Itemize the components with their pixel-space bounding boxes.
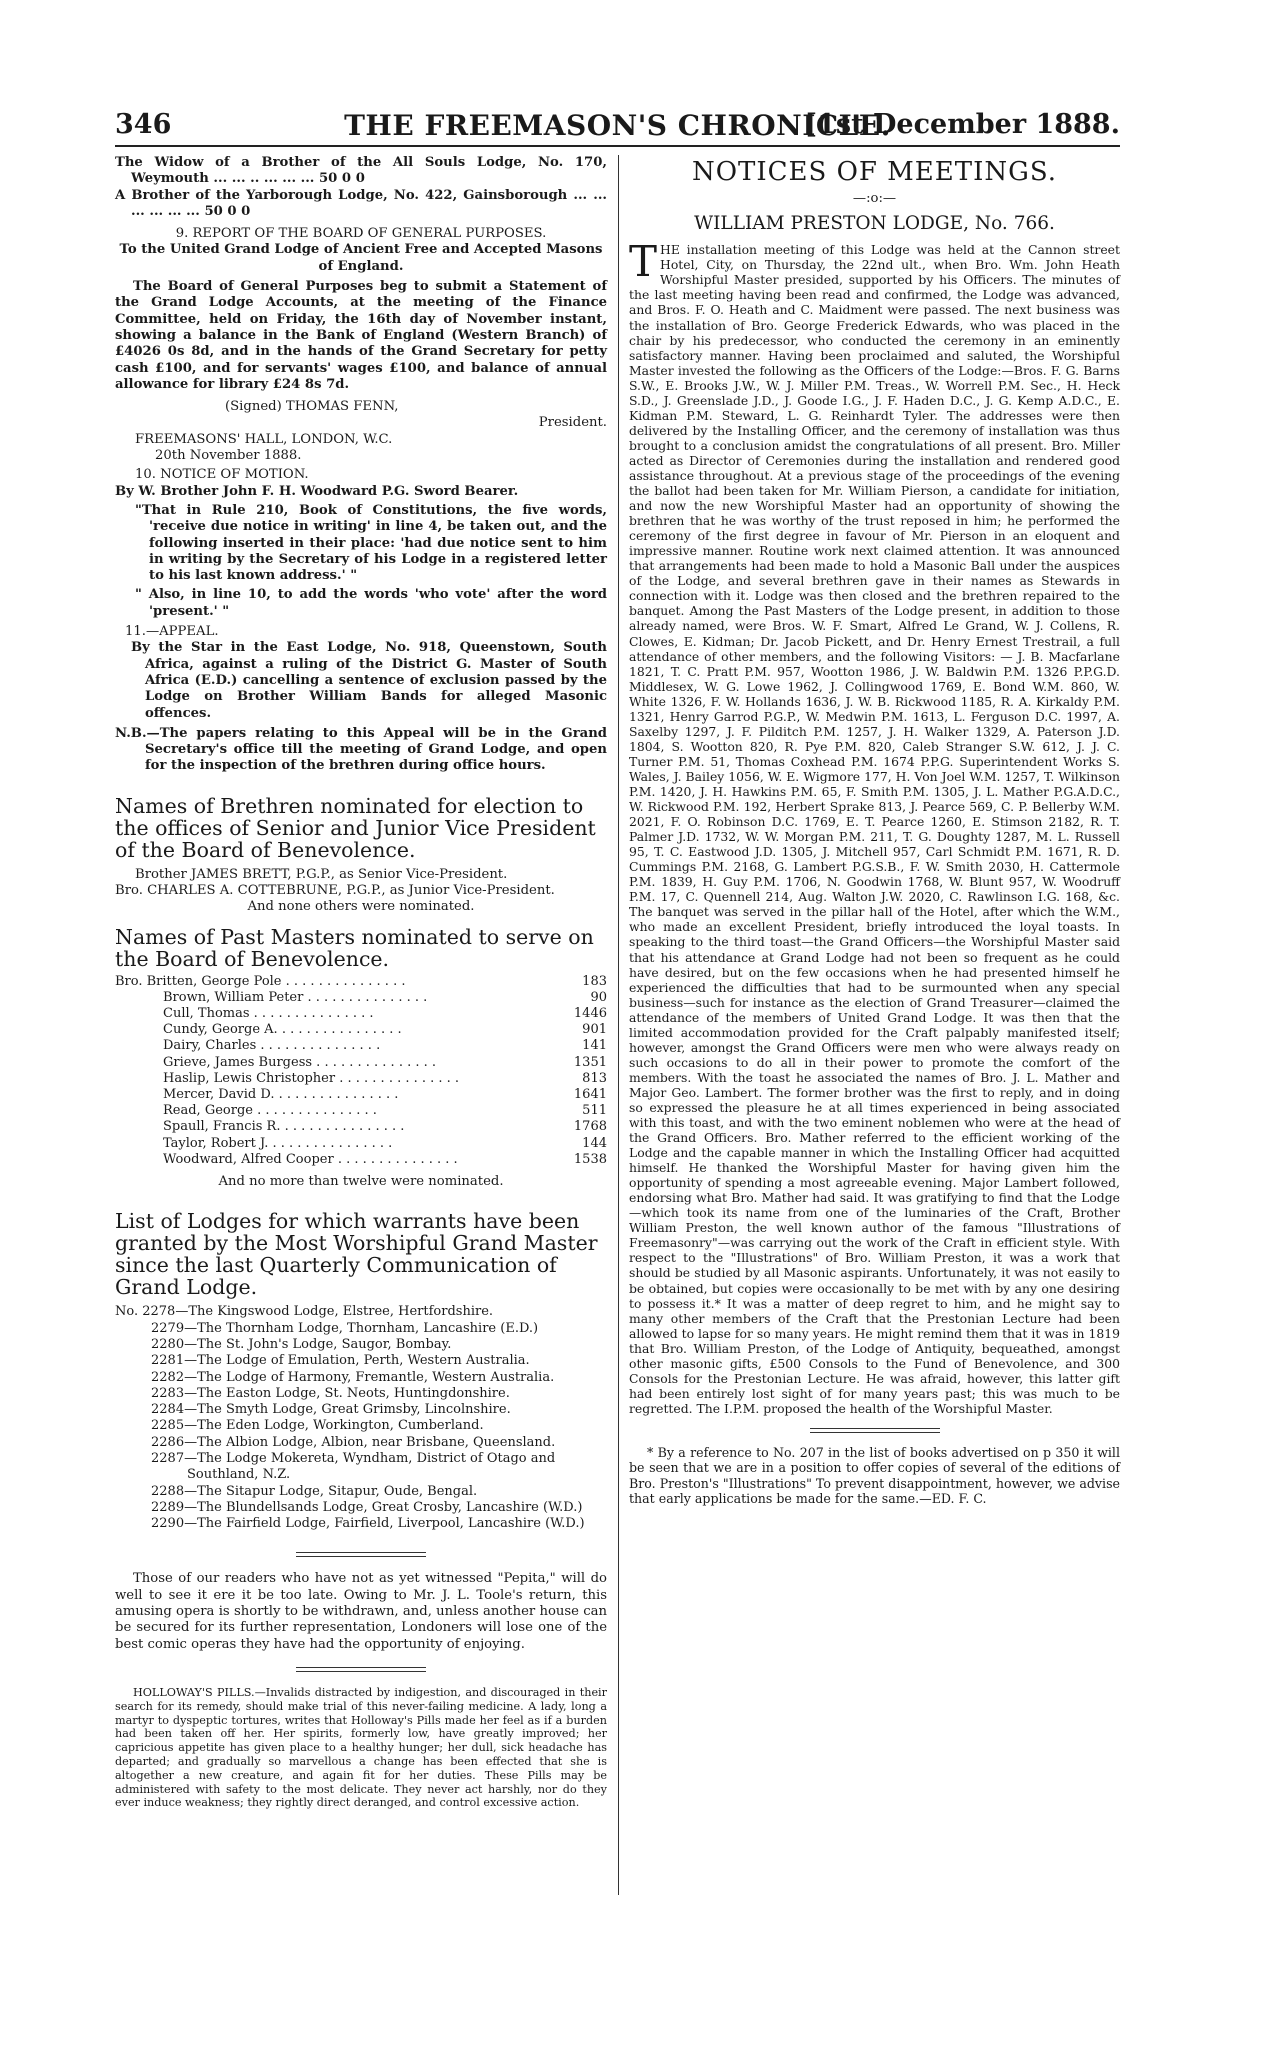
list-item: Taylor, Robert J. . 144 (115, 1136, 607, 1152)
left-column (115, 155, 607, 1810)
past-masters-list (115, 974, 607, 1168)
list-item: 2282—The Lodge of Harmony, Fremantle, Western Australia. (151, 1369, 555, 1385)
list-item: 2287—The Lodge Mokereta, Wyndham, District of Otago and Southland, N.Z. (151, 1450, 556, 1483)
pepita-paragraph: Those of our readers who have not as yet witnessed "Pepita," will do well to see it ere it be too late. Owing to Mr. J. L. Toole's return, this amusing opera is shortly to be withdrawn, and, unless another house can be secured for its further representation, Londoners will lose one of the best comic operas they have had the opportunity of enjoying. (115, 1571, 607, 1652)
list-item: Dairy, Charles . 141 (115, 1038, 607, 1054)
lodge-title: WILLIAM PRESTON LODGE, No. 766. (694, 213, 1055, 235)
list-item: Bro. Britten, George Pole . 183 (115, 974, 607, 990)
list-item: 2288—The Sitapur Lodge, Sitapur, Oude, Bengal. (151, 1483, 478, 1499)
to-united-grand-lodge: To the United Grand Lodge of Ancient Free and Accepted Masons of England. (119, 242, 603, 274)
meeting-report-text: HE installation meeting of this Lodge was held at the Cannon street Hotel, City, on Thursday, the 22nd ult., when Bro. Wm. John Heath Worshipful Master presided, supported by his Officers. The minutes of the last meeting having been read and confirmed, the Lodge was advanced, and Bros. F. O. Heath and C. Maidment were passed. The next business was the installation of Bro. George Frederick Edwards, who was placed in the chair by his predecessor, who conducted the ceremony in an eminently satisfactory manner. Having been proclaimed and saluted, the Worshipful Master invested the following as the Officers of the Lodge:—Bros. F. G. Barns S.W., E. Brooks J.W., W. J. Miller P.M. Treas., W. Worrell P.M. Sec., H. Heck S.D., J. Greenslade J.D., J. Goode I.G., J. F. Haden D.C., J. G. Kemp A.D.C., E. Kidman P.M. Steward, L. G. Reinhardt Tyler. The addresses were then delivered by the Installing Officer, and the ceremony of installation was thus brought to a conclusion amidst the congratulations of all present. Bro. Miller acted as Director of Ceremonies during the installation and rendered good assistance throughout. At a previous stage of the proceedings of the evening the ballot had been taken for Mr. William Pierson, a candidate for initiation, and now the new Worshipful Master had an opportunity of showing the brethren that he was worthy of the trust reposed in him; he performed the ceremony of the first degree in favour of Mr. Pierson in an eloquent and impressive manner. Routine work next claimed attention. It was announced that arrangements had been made to hold a Masonic Ball under the auspices of the Lodge, and several brethren gave in their names as Stewards in connection with it. Lodge was then closed and the brethren repaired to the banquet. Among the Past Masters of the Lodge present, in addition to those already named, were Bros. W. F. Smart, Alfred Le Grand, W. J. Collens, R. Clowes, E. Kidman; Dr. Jacob Pickett, and Dr. Henry Ernest Trestrail, a full attendance of other members, and the following Visitors: — J. B. Macfarlane 1821, T. C. Pratt P.M. 957, Wootton 1986, J. W. Baldwin P.M. 1326 P.P.G.D. Middlesex, W. G. Lowe 1962, J. Collingwood 1769, E. Bond W.M. 860, W. White 1326, F. W. Hollands 1636, J. W. B. Rickwood 1185, R. A. Kirkaldy P.M. 1321, Henry Garrod P.G.P., W. Medwin P.M. 1613, L. Ferguson D.C. 1997, A. Saxelby 1297, J. F. Pilditch P.M. 1257, J. H. Walker 1329, A. Paterson J.D. 1804, S. Wootton 820, R. Pye P.M. 820, Caleb Stranger S.W. 612, J. J. C. Turner P.M. 51, Thomas Coxhead P.M. 1674 P.P.G. Superintendent Works S. Wales, J. Bailey 1056, W. E. Wigmore 177, H. Von Joel W.M. 1257, T. Wilkinson P.M. 1420, J. H. Hawkins P.M. 65, F. Smith P.M. 1305, J. L. Mather P.G.A.D.C., W. Rickwood P.M. 192, Herbert Sprake 813, J. Pearce 569, C. P. Bellerby W.M. 2021, F. O. Robinson D.C. 1769, E. T. Pearce 1260, E. Stimson 2182, R. T. Palmer J.D. 1732, W. W. Morgan P.M. 211, T. G. Doughty 1287, M. L. Russell 95, T. C. Eastwood J.D. 1305, J. Mitchell 957, Carl Schmidt P.M. 1671, R. D. Cummings P.M. 2168, G. Lambert P.G.S.B., F. W. Smith 2030, H. Cattermole P.M. 1839, H. Guy P.M. 1706, N. Goodwin 1768, W. Blunt 957, W. Woodruff P.M. 17, C. Quennell 214, Aug. Walton J.W. 2020, C. Rawlinson I.G. 168, &c. The banquet was served in the pillar hall of the Hotel, after which the W.M., who made an excellent President, briefly introduced the loyal toasts. In speaking to the third toast—the Grand Officers—the Worshipful Master said that his attendance at Grand Lodge had not been so frequent as he could have desired, but on the few occasions when he had presented himself he experienced the difficulties that had to be surmounted when any special business—such for instance as the election of Grand Treasurer—claimed the attendance of the members of United Grand Lodge. It was then that the limited accommodation provided for the Craft palpably manifested itself; however, amongst the Grand Officers were men who were always ready on such occasions to do all in their power to promote the comfort of the members. With the toast he associated the names of Bro. J. L. Mather and Major Geo. Lambert. The former brother was the first to reply, and in doing so expressed the pleasure he at all times experienced in being associated with this toast, and with the two eminent noblemen who were at the head of the Grand Officers. Bro. Mather referred to the efficient working of the Lodge and the capable manner in which the Installing Officer had acquitted himself. He thanked the Worshipful Master for having given him the opportunity of spending a most agreeable evening. Major Lambert followed, endorsing what Bro. Mather had said. It was gratifying to find that the Lodge—which took its name from one of the luminaries of the Craft, Brother William Preston, the well known author of the famous "Illustrations of Freemasonry"—was carrying out the work of the Craft in efficient style. With respect to the "Illustrations" of Bro. William Preston, it was a work that should be studied by all Masonic aspirants. Unfortunately, it was not easily to be obtained, but copies were occasionally to be met with by any one desiring to possess it.* It was a matter of deep regret to him, and he might say to many other members of the Craft that the Prestonian Lecture had been allowed to lapse for so many years. He might remind them that it was in 1819 that Bro. William Preston, of the Lodge of Antiquity, bequeathed, amongst other masonic gifts, £500 Consols to the Fund of Benevolence, and 300 Consols for the Prestonian Lecture. He was afraid, however, this latter gift had been entirely lost sight of for many years past; this was much to be regretted. The I.P.M. proposed the health of the Worshipful Master. (629, 242, 1120, 1416)
president-line: President. (538, 415, 607, 431)
list-item: Read, George . 511 (115, 1103, 607, 1119)
nb-text: N.B.—The papers relating to this Appeal will be in the Grand Secretary's office till the meeting of Grand Lodge, and open for the inspection of the brethren during office hours. (115, 725, 607, 774)
list-item: Grieve, James Burgess . 1351 (115, 1055, 607, 1071)
list-item: 2280—The St. John's Lodge, Saugor, Bombay. (151, 1336, 452, 1352)
list-item: Spaull, Francis R. . 1768 (115, 1119, 607, 1135)
report-paragraph: The Board of General Purposes beg to submit a Statement of the Grand Lodge Accounts, at the meeting of the Finance Committee, held on Friday, the 16th day of November instant, showing a balance in the Bank of England (Western Branch) of £4026 0s 8d, and in the hands of the Grand Secretary for petty cash £100, and for servants' wages £100, and balance of annual allowance for library £24 8s 7d. (115, 279, 607, 392)
list-item: 2286—The Albion Lodge, Albion, near Brisbane, Queensland. (151, 1434, 556, 1450)
list-item: 2284—The Smyth Lodge, Great Grimsby, Lincolnshire. (151, 1402, 511, 1418)
notices-divider: —:o:— (852, 191, 897, 206)
hall-date: 20th November 1888. (155, 448, 302, 464)
list-item: Brown, William Peter . 90 (115, 990, 607, 1006)
page-number: 346 (115, 109, 172, 140)
right-column (629, 155, 1120, 1507)
brother-entry: A Brother of the Yarborough Lodge, No. 422, Gainsborough ... ... ... ... ... ... 50 0 0 (115, 187, 607, 219)
newspaper-page (115, 105, 1120, 1995)
masthead-title: THE FREEMASON'S CHRONICLE. (344, 109, 891, 142)
notices-heading: NOTICES OF MEETINGS. (691, 157, 1058, 187)
names-heading: Names of Brethren nominated for election to the offices of Senior and Junior Vice President of the Board of Benevolence. (115, 793, 596, 862)
motion-text-1: "That in Rule 210, Book of Constitutions, the five words, 'receive due notice in writing' in line 4, be taken out, and the following inserted in their place: 'had due notice sent to him in writing by the Secretary of his Lodge in a registered letter to his last known address.' " (135, 502, 607, 584)
drop-cap: T (629, 237, 658, 287)
list-item: 2281—The Lodge of Emulation, Perth, Western Australia. (151, 1353, 530, 1369)
footnote: * By a reference to No. 207 in the list of books advertised on p 350 it will be seen that we are in a position to offer copies of several of the editions of Bro. Preston's "Illustrations" To prevent disappointment, however, we advise that early applications be made for the same.—ED. F. C. (629, 1444, 1120, 1507)
list-item: 2279—The Thornham Lodge, Thornham, Lancashire (E.D.) (151, 1320, 539, 1336)
lodges-list (115, 1304, 607, 1532)
ornament-divider (810, 1428, 940, 1433)
list-item: Mercer, David D. . 1641 (115, 1087, 607, 1103)
motion-by: By W. Brother John F. H. Woodward P.G. Sword Bearer. (115, 483, 519, 499)
list-item: 2285—The Eden Lodge, Workington, Cumberland. (151, 1418, 484, 1434)
list-item: Cundy, George A. . 901 (115, 1022, 607, 1038)
appeal-text: By the Star in the East Lodge, No. 918, Queenstown, South Africa, against a ruling of the District G. Master of South Africa (E.D.) cancelling a sentence of exclusion passed by the Lodge on Brother William Bands for alleged Masonic offences. (131, 640, 607, 721)
lodges-heading: List of Lodges for which warrants have been granted by the Most Worshipful Grand Master since the last Quarterly Communication of Grand Lodge. (115, 1209, 598, 1300)
list-item: 2290—The Fairfield Lodge, Fairfield, Liverpool, Lancashire (W.D.) (151, 1516, 585, 1532)
cottebrune-line: Bro. CHARLES A. COTTEBRUNE, P.G.P., as Junior Vice-President. (115, 882, 555, 898)
widow-entry: The Widow of a Brother of the All Souls Lodge, No. 170, Weymouth ... ... .. ... ... ... 50 0 0 (115, 155, 607, 187)
list-item: 2289—The Blundellsands Lodge, Great Crosby, Lancashire (W.D.) (151, 1499, 583, 1515)
list-item: 2283—The Easton Lodge, St. Neots, Huntingdonshire. (151, 1385, 510, 1401)
section-9-heading: 9. REPORT OF THE BOARD OF GENERAL PURPOSES. (175, 226, 547, 242)
list-item: No. 2278—The Kingswood Lodge, Elstree, Hertfordshire. (115, 1304, 494, 1320)
brett-line: Brother JAMES BRETT, P.G.P., as Senior Vice-President. (135, 866, 508, 882)
holloway-advert: HOLLOWAY'S PILLS.—Invalids distracted by indigestion, and discouraged in their search for its remedy, should make trial of this never-failing medicine. A lady, long a martyr to dyspeptic tortures, writes that Holloway's Pills made her feel as if a burden had been taken off her. Her spirits, formerly low, have greatly improved; her capricious appetite has given place to a healthy hunger; her dull, sick headache has departed; and gradually so marvellous a change has been effected that she is altogether a new creature, and again fit for her duties. These Pills may be administered with safety to the most delicate. They never act harshly, nor do they ever induce weakness; they rightly direct deranged, and control excessive action. (115, 1685, 607, 1810)
signed-line: (Signed) THOMAS FENN, (225, 399, 399, 415)
issue-date: [1st December 1888. (804, 109, 1120, 140)
column-rule (618, 155, 619, 1895)
page-header (115, 105, 1120, 147)
motion-text-2: " Also, in line 10, to add the words 'who vote' after the word 'present.' " (135, 587, 607, 619)
list-item: Cull, Thomas . 1446 (115, 1006, 607, 1022)
section-11-heading: 11.—APPEAL. (125, 624, 219, 640)
hall-line: FREEMASONS' HALL, LONDON, W.C. (135, 431, 393, 447)
past-masters-heading: Names of Past Masters nominated to serve on the Board of Benevolence. (115, 924, 594, 971)
list-item: Haslip, Lewis Christopher . 813 (115, 1071, 607, 1087)
ornament-divider (296, 1667, 426, 1672)
no-more-line: And no more than twelve were nominated. (218, 1174, 504, 1190)
ornament-divider (296, 1552, 426, 1557)
list-item: Woodward, Alfred Cooper . 1538 (115, 1152, 607, 1168)
section-10-heading: 10. NOTICE OF MOTION. (135, 467, 309, 483)
meeting-report (629, 237, 1120, 1416)
none-others-line: And none others were nominated. (247, 899, 475, 915)
